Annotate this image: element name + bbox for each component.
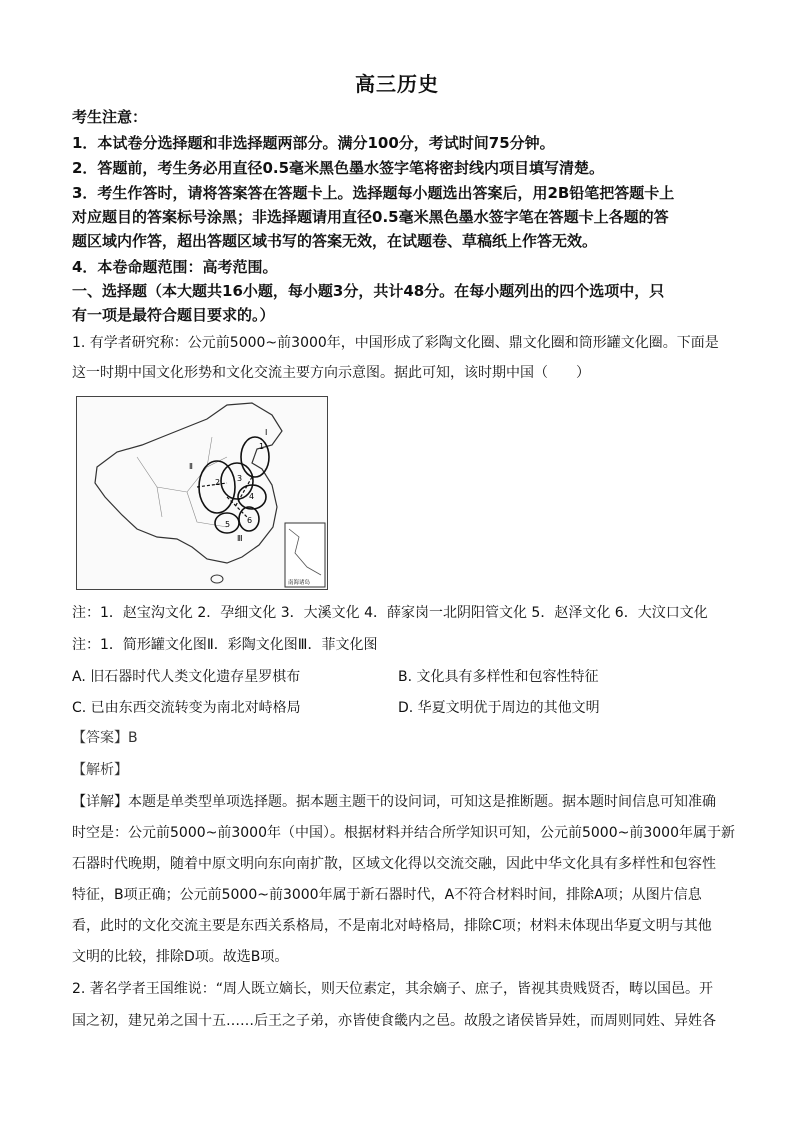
- notice-heading: 考生注意：: [72, 108, 148, 126]
- map-label: 1: [259, 442, 265, 451]
- province-borders: [137, 437, 227, 527]
- map-label: 6: [247, 516, 253, 525]
- q1-option-c: C. 已由东西交流转变为南北对峙格局: [72, 700, 301, 716]
- map-label: 5: [225, 520, 231, 529]
- q1-stem: 这一时期中国文化形势和文化交流主要方向示意图。据此可知，该时期中国（ ）: [72, 365, 590, 381]
- notice-item: 1．本试卷分选择题和非选择题两部分。满分100分，考试时间75分钟。: [72, 134, 555, 152]
- q1-analysis-line: 特征，B项正确；公元前5000~前3000年属于新石器时代，A不符合材料时间，排除A项；从图片信息: [72, 887, 702, 903]
- hainan-island: [211, 575, 223, 583]
- q1-analysis-line: 【详解】本题是单类型单项选择题。据本题主题干的设问词，可知这是推断题。据本题时间信息可知准确: [72, 794, 716, 810]
- q1-analysis-line: 看，此时的文化交流主要是东西关系格局，不是南北对峙格局，排除C项；材料未体现出华夏文明与其他: [72, 918, 712, 934]
- section-heading-cont: 有一项是最符合题目要求的。）: [72, 306, 275, 324]
- q2-stem: 2. 著名学者王国维说：“周人既立嫡长，则天位素定，其余嫡子、庶子，皆视其贵贱贤否，畴以国邑。开: [72, 981, 714, 997]
- q1-option-b: B. 文化具有多样性和包容性特征: [398, 669, 599, 685]
- q1-option-a: A. 旧石器时代人类文化遗存星罗棋布: [72, 669, 301, 685]
- china-outline: [95, 403, 282, 563]
- q1-analysis-heading: 【解析】: [72, 762, 128, 778]
- notice-item: 4．本卷命题范围：高考范围。: [72, 258, 278, 276]
- q1-note: 注：1．赵宝沟文化 2．孕细文化 3．大溪文化 4．薛家岗一北阴阳管文化 5．赵泽文化 6．大汶口文化: [72, 605, 708, 621]
- q1-analysis-line: 文明的比较，排除D项。故选B项。: [72, 949, 289, 965]
- map-svg: [77, 397, 327, 589]
- map-label: Ⅲ: [237, 534, 243, 543]
- notice-item: 题区域内作答，超出答题区域书写的答案无效，在试题卷、草稿纸上作答无效。: [72, 232, 598, 250]
- q2-stem: 国之初，建兄弟之国十五……后王之子弟，亦皆使食畿内之邑。故殷之诸侯皆异姓，而周则同姓、异姓各: [72, 1013, 716, 1029]
- china-culture-map: [76, 396, 328, 590]
- map-label: 2: [215, 478, 221, 487]
- q1-analysis-line: 石器时代晚期，随着中原文明向东向南扩散，区域文化得以交流交融，因此中华文化具有多样性和包容性: [72, 856, 716, 872]
- q1-answer: 【答案】B: [72, 730, 138, 746]
- page-title: 高三历史: [355, 72, 439, 96]
- section-heading: 一、选择题（本大题共16小题，每小题3分，共计48分。在每小题列出的四个选项中，只: [72, 282, 665, 300]
- inset-frame: [285, 523, 325, 587]
- q1-option-d: D. 华夏文明优于周边的其他文明: [398, 700, 600, 716]
- map-label: Ⅱ: [189, 462, 193, 471]
- map-label: 4: [249, 492, 255, 501]
- notice-item: 3．考生作答时，请将答案答在答题卡上。选择题每小题选出答案后，用2B铅笔把答题卡上: [72, 184, 675, 202]
- notice-item: 2．答题前，考生务必用直径0.5毫米黑色墨水签字笔将密封线内项目填写清楚。: [72, 159, 605, 177]
- q1-analysis-line: 时空是：公元前5000~前3000年（中国）。根据材料并结合所学知识可知，公元前5000~前3000年属于新: [72, 825, 735, 841]
- culture-zone-2: [199, 461, 235, 513]
- q1-note: 注：1．简形罐文化图Ⅱ．彩陶文化图Ⅲ．菲文化图: [72, 637, 378, 653]
- map-label: Ⅰ: [265, 428, 268, 437]
- map-label: 3: [237, 474, 243, 483]
- q1-stem: 1. 有学者研究称：公元前5000~前3000年，中国形成了彩陶文化圈、鼎文化圈和筒形罐文化圈。下面是: [72, 335, 719, 351]
- notice-item: 对应题目的答案标号涂黑；非选择题请用直径0.5毫米黑色墨水签字笔在答题卡上各题的答: [72, 208, 669, 226]
- culture-zone-1: [241, 437, 269, 477]
- inset-label: 南海诸岛: [288, 580, 311, 586]
